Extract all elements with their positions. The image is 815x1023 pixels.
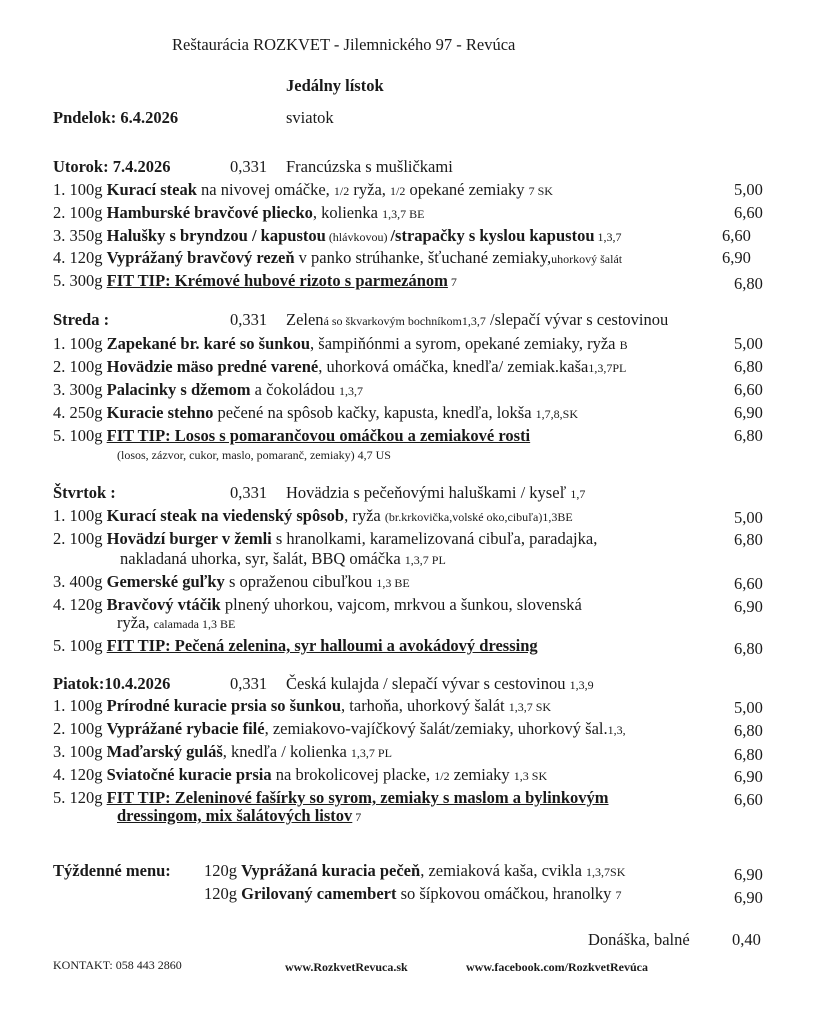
item-desc: plnený uhorkou, vajcom, mrkvou a šunkou, slovenská xyxy=(220,595,582,614)
item-desc: nakladaná uhorka, syr, šalát, BBQ omáčka xyxy=(120,549,405,568)
item-num: 4. 120g xyxy=(53,595,103,614)
menu-item xyxy=(53,380,363,400)
item-allergens: 1,3 BE xyxy=(376,576,410,590)
item-price: 5,00 xyxy=(734,698,763,717)
wednesday-soup-volume: 0,331 xyxy=(230,310,268,329)
item-desc: ryža, xyxy=(349,180,391,199)
item-num: 1. 100g xyxy=(53,180,103,199)
item-small: 1/2 xyxy=(333,184,350,198)
item-allergens: 1,3,7 SK xyxy=(508,700,552,714)
item-price: 6,90 xyxy=(734,597,763,616)
item-desc: , zemiakovo-vajíčkový šalát/zemiaky, uhorkový šal. xyxy=(264,719,608,738)
item-desc: na nivovej omáčke, xyxy=(196,180,334,199)
item-name: Sviatočné kuracie prsia xyxy=(106,765,272,784)
item-price: 6,90 xyxy=(722,248,751,267)
item-allergens: 1,7,8,SK xyxy=(535,407,579,421)
item-num: 2. 100g xyxy=(53,203,103,222)
item-name-line2: dressingom, mix šalátových listov xyxy=(117,806,353,825)
item-num: 5. 100g xyxy=(53,426,103,445)
item-num: 5. 300g xyxy=(53,271,103,290)
item-price: 6,80 xyxy=(734,530,763,549)
item-desc: opekané zemiaky xyxy=(405,180,529,199)
item-desc: v panko strúhanke, šťuchané zemiaky, xyxy=(294,248,552,267)
delivery-price: 0,40 xyxy=(732,930,761,949)
item-num: 4. 120g xyxy=(53,765,103,784)
item-desc: , uhorková omáčka, knedľa/ zemiak.kaša xyxy=(318,357,589,376)
item-name: FIT TIP: Krémové hubové rizoto s parmezánom xyxy=(106,271,448,290)
item-name: Palacinky s džemom xyxy=(106,380,251,399)
thursday-day: Štvrtok : xyxy=(53,483,116,502)
item-name: FIT TIP: Pečená zelenina, syr halloumi a avokádový dressing xyxy=(106,636,538,655)
menu-item xyxy=(53,203,424,223)
item-small: (hlávkovou) xyxy=(325,230,391,244)
item-name: FIT TIP: Losos s pomarančovou omáčkou a zemiakové rosti xyxy=(106,426,531,445)
thursday-soup-volume: 0,331 xyxy=(230,483,268,502)
item-desc: , kolienka xyxy=(312,203,383,222)
item-num: 3. 100g xyxy=(53,742,103,761)
monday-note: sviatok xyxy=(286,108,334,127)
item-num: 3. 350g xyxy=(53,226,103,245)
item-desc: , zemiaková kaša, cvikla xyxy=(420,861,587,880)
item-price: 6,80 xyxy=(734,721,763,740)
wednesday-day: Streda : xyxy=(53,310,110,329)
item-name: Maďarský guláš xyxy=(106,742,223,761)
item-name: Vyprážané rybacie filé xyxy=(106,719,265,738)
tuesday-soup: Francúzska s mušličkami xyxy=(286,157,453,176)
item-allergens: 7 xyxy=(352,810,362,824)
item-price: 6,80 xyxy=(734,426,763,445)
item-name: Halušky s bryndzou / kapustou xyxy=(106,226,326,245)
weekly-item xyxy=(204,861,625,881)
item-name: Hamburské bravčové pliecko xyxy=(106,203,313,222)
item-name: Bravčový vtáčik xyxy=(106,595,221,614)
item-desc: pečené na spôsob kačky, kapusta, knedľa, lokša xyxy=(213,403,536,422)
item-name: Kuracie stehno xyxy=(106,403,214,422)
wednesday-soup xyxy=(286,310,668,330)
item-allergens: 7 SK xyxy=(528,184,553,198)
item-num: 2. 100g xyxy=(53,529,103,548)
item-num: 5. 100g xyxy=(53,636,103,655)
item-name: Vyprážaná kuracia pečeň xyxy=(241,861,421,880)
menu-item-fit xyxy=(53,426,530,446)
item-price: 6,80 xyxy=(734,639,763,658)
item-price: 6,90 xyxy=(734,888,763,907)
facebook-link[interactable]: www.facebook.com/RozkvetRevúca xyxy=(466,960,648,974)
item-desc: a čokoládou xyxy=(250,380,339,399)
soup-name: Hovädzia s pečeňovými haluškami / kyseľ xyxy=(286,483,567,502)
item-price: 6,60 xyxy=(734,574,763,593)
item-allergens: 1,3,7PL xyxy=(588,361,627,375)
item-num: 120g xyxy=(204,861,237,880)
item-allergens: 7 xyxy=(447,275,457,289)
item-allergens: 1,3,7 BE xyxy=(382,207,425,221)
item-name: Hovädzie mäso predné varené xyxy=(106,357,319,376)
item-price: 6,60 xyxy=(734,203,763,222)
item-price: 5,00 xyxy=(734,334,763,353)
soup-allergens: 1,3,9 xyxy=(569,678,594,692)
item-allergens: 1,3, xyxy=(607,723,626,737)
item-price: 6,90 xyxy=(734,865,763,884)
item-price: 6,60 xyxy=(734,380,763,399)
menu-item xyxy=(53,696,551,716)
monday-day: Pndelok: 6.4.2026 xyxy=(53,108,179,127)
contact: KONTAKT: 058 443 2860 xyxy=(53,958,182,972)
item-name: Grilovaný camembert xyxy=(241,884,397,903)
item-name: Kurací steak na viedenský spôsob xyxy=(106,506,345,525)
friday-soup-volume: 0,331 xyxy=(230,674,268,693)
item-desc: , tarhoňa, uhorkový šalát xyxy=(341,696,509,715)
menu-item-line2 xyxy=(120,549,446,569)
item-allergens: 1,3,7SK xyxy=(586,865,626,879)
item-price: 5,00 xyxy=(734,180,763,199)
menu-item xyxy=(53,742,392,762)
soup-part: Zelen xyxy=(286,310,324,329)
menu-item xyxy=(53,226,718,246)
soup-part: á so škvarkovým bochníkom xyxy=(323,314,462,328)
item-desc: na brokolicovej placke, xyxy=(271,765,435,784)
item-num: 3. 400g xyxy=(53,572,103,591)
item-num: 5. 120g xyxy=(53,788,103,807)
menu-item xyxy=(53,248,719,268)
menu-item xyxy=(53,506,573,526)
menu-item-fit xyxy=(53,636,538,656)
friday-soup xyxy=(286,674,594,694)
item-desc: calamada xyxy=(153,617,202,631)
item-allergens: 7 xyxy=(615,888,622,902)
friday-day: Piatok:10.4.2026 xyxy=(53,674,171,693)
item-num: 3. 300g xyxy=(53,380,103,399)
item-name: Vyprážaný bravčový rezeň xyxy=(106,248,295,267)
item-desc: , knedľa / kolienka xyxy=(222,742,351,761)
menu-title: Jedálny lístok xyxy=(286,76,384,95)
menu-item xyxy=(53,595,582,615)
item-desc: s opraženou cibuľkou xyxy=(224,572,377,591)
item-price: 6,90 xyxy=(734,403,763,422)
item-name: Hovädzí burger v žemli xyxy=(106,529,272,548)
item-small: 1/2 xyxy=(390,184,406,198)
item-price: 6,80 xyxy=(734,274,763,293)
menu-item xyxy=(53,765,547,785)
item-desc: , ryža xyxy=(344,506,385,525)
item-num: 1. 100g xyxy=(53,334,103,353)
item-small: 1/2 xyxy=(434,769,450,783)
menu-item xyxy=(53,572,410,592)
soup-allergens: 1,3,7 xyxy=(461,314,486,328)
item-small: uhorkový šalát xyxy=(551,252,623,266)
website-link[interactable]: www.RozkvetRevuca.sk xyxy=(285,960,408,974)
item-desc: zemiaky xyxy=(449,765,514,784)
item-note: (losos, zázvor, cukor, maslo, pomaranč, zemiaky) 4,7 US xyxy=(117,448,391,462)
item-num: 2. 100g xyxy=(53,357,103,376)
menu-item xyxy=(53,529,597,549)
tuesday-soup-volume: 0,331 xyxy=(230,157,268,176)
weekly-label: Týždenné menu: xyxy=(53,861,171,880)
item-name: FIT TIP: Zeleninové fašírky so syrom, zemiaky s maslom a bylinkovým xyxy=(106,788,609,807)
item-allergens: 1,3 SK xyxy=(513,769,548,783)
item-num: 4. 120g xyxy=(53,248,103,267)
item-desc: ryža, xyxy=(117,613,154,632)
item-num: 2. 100g xyxy=(53,719,103,738)
item-price: 6,90 xyxy=(734,767,763,786)
item-num: 120g xyxy=(204,884,237,903)
menu-item-fit xyxy=(53,271,457,291)
menu-item xyxy=(53,719,731,739)
delivery-label: Donáška, balné xyxy=(588,930,690,949)
restaurant-header: Reštaurácia ROZKVET - Jilemnického 97 - Revúca xyxy=(172,35,516,54)
menu-item-fit xyxy=(53,788,609,808)
item-allergens: 1,3,7 PL xyxy=(404,553,446,567)
item-desc: s hranolkami, karamelizovaná cibuľa, paradajka, xyxy=(271,529,598,548)
soup-part: /slepačí vývar s cestovinou xyxy=(485,310,669,329)
soup-allergens: 1,7 xyxy=(570,487,586,501)
item-price: 6,80 xyxy=(734,745,763,764)
item-allergens: 1,3,7 xyxy=(338,384,363,398)
item-num: 4. 250g xyxy=(53,403,103,422)
item-small: (br.krkovička,volské oko,cibuľa)1,3BE xyxy=(384,510,573,524)
item-desc: so šípkovou omáčkou, hranolky xyxy=(396,884,616,903)
item-allergens: 1,3,7 xyxy=(594,230,622,244)
soup-name: Česká kulajda / slepačí vývar s cestovinou xyxy=(286,674,570,693)
item-price: 6,80 xyxy=(734,357,763,376)
item-price: 5,00 xyxy=(734,508,763,527)
thursday-soup xyxy=(286,483,585,503)
menu-item-line2 xyxy=(117,806,361,826)
item-desc: , šampiňónmi a syrom, opekané zemiaky, ryža xyxy=(310,334,620,353)
item-name: Prírodné kuracie prsia so šunkou xyxy=(106,696,342,715)
item-allergens: 1,3,7 PL xyxy=(350,746,392,760)
item-num: 1. 100g xyxy=(53,696,103,715)
item-name: Zapekané br. karé so šunkou xyxy=(106,334,311,353)
item-name: Kurací steak xyxy=(106,180,197,199)
item-allergens: 1,3 BE xyxy=(201,617,236,631)
item-allergens: B xyxy=(619,338,628,352)
item-price: 6,60 xyxy=(722,226,751,245)
menu-item xyxy=(53,334,628,354)
menu-item xyxy=(53,357,626,377)
menu-item xyxy=(53,180,553,200)
tuesday-day: Utorok: 7.4.2026 xyxy=(53,157,171,176)
item-name-2: /strapačky s kyslou kapustou xyxy=(390,226,595,245)
menu-item xyxy=(53,403,578,423)
item-num: 1. 100g xyxy=(53,506,103,525)
weekly-item xyxy=(204,884,622,904)
menu-item-line2 xyxy=(117,613,235,633)
item-price: 6,60 xyxy=(734,790,763,809)
item-name: Gemerské guľky xyxy=(106,572,225,591)
